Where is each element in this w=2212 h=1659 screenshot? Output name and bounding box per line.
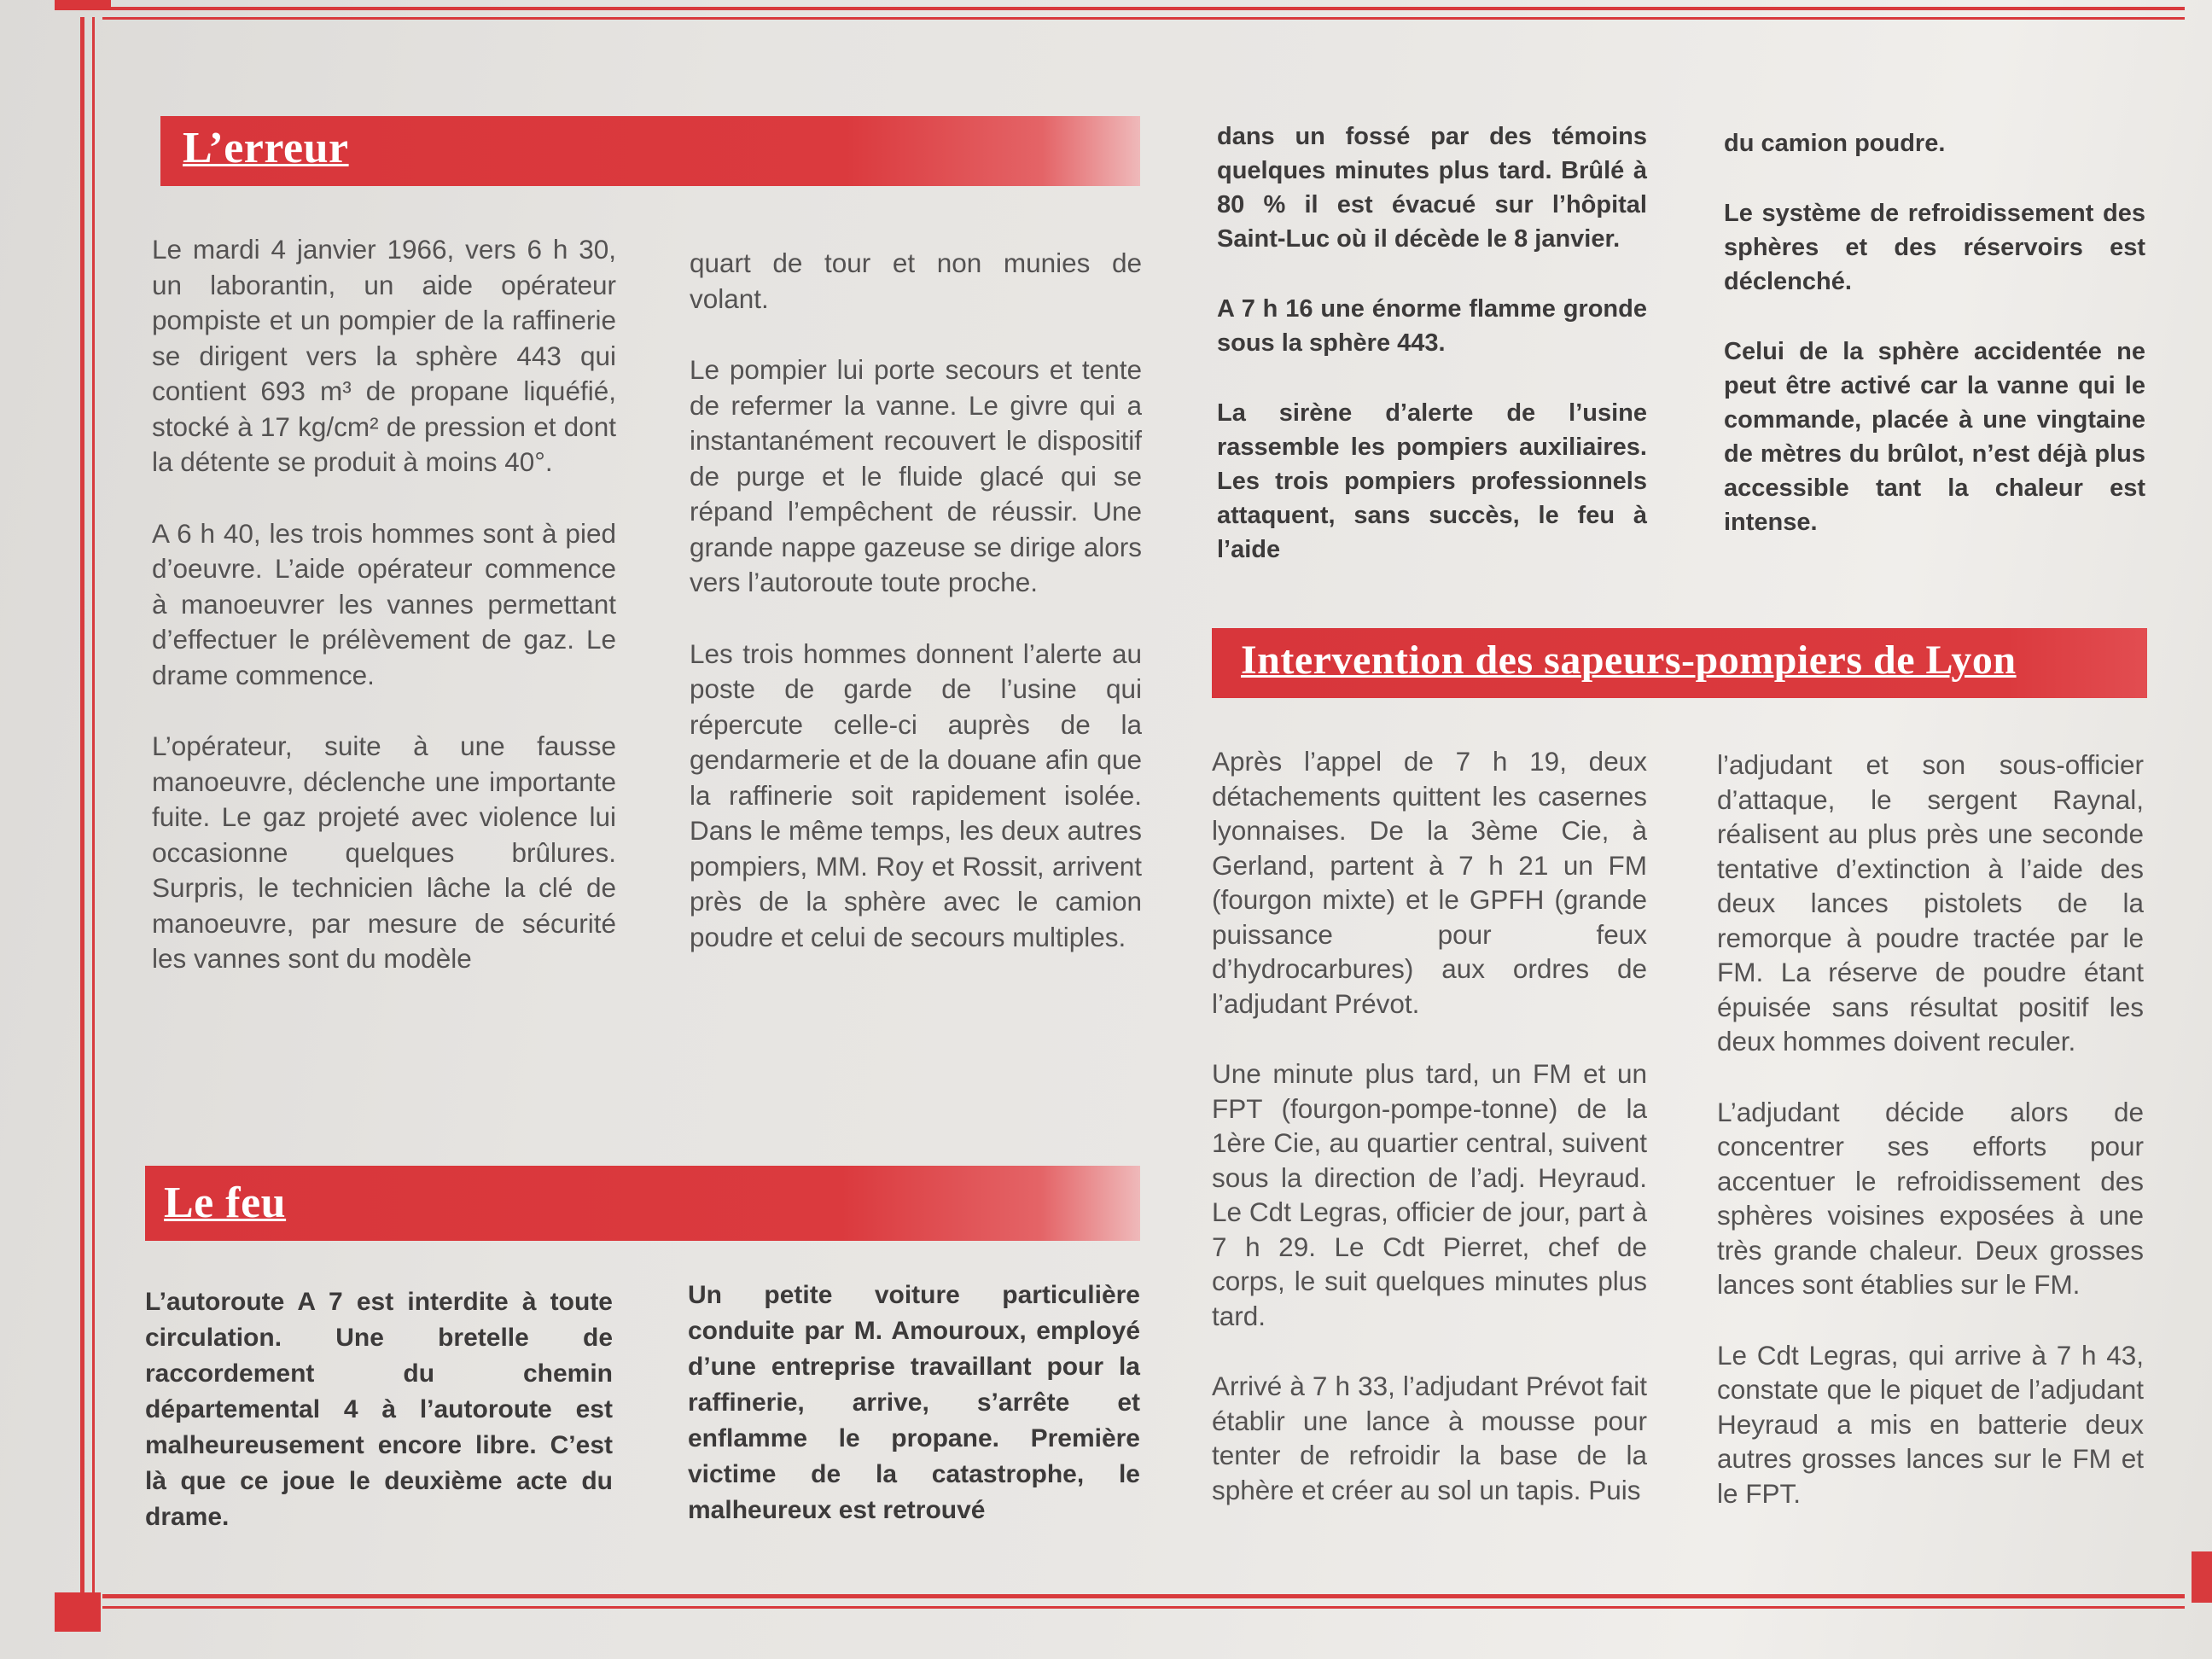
paragraph: dans un fossé par des témoins quelques minutes plus tard. Brûlé à 80 % il est évacué sur l’hôpital Saint-Luc où il décède le 8 janvier.: [1217, 123, 1647, 253]
paragraph: l’adjudant et son sous-officier d’attaque, le sergent Raynal, réalisent au plus près une seconde tentative d’extinction à l’aide des deux lances pistolets de la remorque à poudre tractée par le FM. La réserve de poudre étant épuisée sans résultat positif les deux hommes doivent reculer.: [1717, 749, 2144, 1057]
paragraph: La sirène d’alerte de l’usine rassemble les pompiers auxiliaires. Les trois pompiers professionnels attaquent, sans succès, le feu à l’aide: [1217, 399, 1647, 563]
bottom-rule-inner: [102, 1606, 2185, 1609]
paragraph: A 7 h 16 une énorme flamme gronde sous la sphère 443.: [1217, 295, 1647, 357]
section-banner-intervention: [1212, 628, 2147, 698]
section-title-intervention: Intervention des sapeurs-pompiers de Lyon: [1241, 637, 2017, 683]
erreur-column-1: [152, 232, 616, 1013]
paragraph: A 6 h 40, les trois hommes sont à pied d’oeuvre. L’aide opérateur commence à manoeuvrer les vannes permettant d’effectuer le prélèvement de gaz. Le drame commence.: [152, 517, 616, 690]
paragraph: L’adjudant décide alors de concentrer ses efforts pour accentuer le refroidissement des sphères voisines exposées à une très grande chaleur. Deux grosses lances sont établies sur le FM.: [1717, 1096, 2144, 1300]
erreur-column-2: [690, 246, 1142, 991]
page-edge-tab: [2192, 1551, 2212, 1603]
top-rule-inner: [102, 17, 2185, 20]
left-rule-inner: [92, 17, 95, 1600]
paragraph: Arrivé à 7 h 33, l’adjudant Prévot fait établir une lance à mousse pour tenter de refroidir la base de la sphère et créer au sol un tapis. Puis: [1212, 1371, 1647, 1505]
intervention-column-4: [1717, 748, 2144, 1546]
feu-column-1: [145, 1284, 613, 1571]
section-title-erreur: L’erreur: [183, 124, 349, 172]
paragraph: Les trois hommes donnent l’alerte au poste de garde de l’usine qui répercute celle-ci auprès de la gendarmerie et de la douane afin que la raffinerie soit rapidement isolée. Dans le même temps, les deux autres pompiers, MM. Roy et Rossit, arrivent près de la sphère avec le camion poudre et celui de secours multiples.: [690, 637, 1142, 952]
right-top-column-3: [1217, 119, 1647, 602]
paragraph: L’opérateur, suite à une fausse manoeuvre, déclenche une importante fuite. Le gaz projeté avec violence lui occasionne quelques brûlures. Surpris, le technicien lâche la clé de manoeuvre, par mesure de sécurité les vannes sont du modèle: [152, 731, 616, 974]
top-left-corner-mark: [55, 0, 111, 10]
paragraph: Le pompier lui porte secours et tente de refermer la vanne. Le givre qui a instantanément recouvert le dispositif de purge et le fluide glacé qui se répand l’empêchent de réussir. Une grande nappe gazeuse se dirige alors vers l’autoroute toute proche.: [690, 354, 1142, 597]
bottom-left-corner-mark: [55, 1592, 101, 1632]
paragraph: Après l’appel de 7 h 19, deux détachements quittent les casernes lyonnaises. De la 3ème Cie, à Gerland, partent à 7 h 21 un FM (fourgon mixte) et le GPFH (grande puissance pour feux d’hydrocarbures) aux ordres de l’adjudant Prévot.: [1212, 746, 1647, 1019]
paragraph: L’autoroute A 7 est interdite à toute circulation. Une bretelle de raccordement du chemin départemental 4 à l’autoroute est malheureusement encore libre. C’est là que ce joue le deuxième acte du drame.: [145, 1288, 613, 1531]
section-banner-feu: [145, 1166, 1140, 1241]
left-rule: [80, 17, 84, 1600]
paragraph: du camion poudre.: [1724, 130, 1946, 157]
paragraph: Le mardi 4 janvier 1966, vers 6 h 30, un laborantin, un aide opérateur pompiste et un pompier de la raffinerie se dirigent vers la sphère 443 qui contient 693 m³ de propane liquéfié, stocké à 17 kg/cm² de pression et dont la détente se produit à moins 40°.: [152, 234, 616, 477]
feu-column-2: [688, 1278, 1140, 1564]
right-top-column-4: [1724, 126, 2145, 575]
paragraph: Le système de refroidissement des sphères et des réservoirs est déclenché.: [1724, 200, 2145, 295]
bottom-rule: [102, 1594, 2185, 1598]
paragraph: quart de tour et non munies de volant.: [690, 247, 1142, 314]
section-title-feu: Le feu: [164, 1179, 287, 1227]
section-banner-erreur: [160, 116, 1140, 186]
top-rule: [102, 7, 2185, 10]
intervention-column-3: [1212, 744, 1647, 1543]
paragraph: Une minute plus tard, un FM et un FPT (fourgon-pompe-tonne) de la 1ère Cie, au quartier central, suivent sous la direction de l’adj. Heyraud. Le Cdt Legras, officier de jour, part à 7 h 29. Le Cdt Pierret, chef de corps, le suit quelques minutes plus tard.: [1212, 1058, 1647, 1331]
paragraph: Le Cdt Legras, qui arrive à 7 h 43, constate que le piquet de l’adjudant Heyraud a mis en batterie deux autres grosses lances sur le FM et le FPT.: [1717, 1339, 2144, 1509]
paragraph: Celui de la sphère accidentée ne peut être activé car la vanne qui le commande, placée à une vingtaine de mètres du brûlot, n’est déjà plus accessible tant la chaleur est intense.: [1724, 338, 2145, 536]
paragraph: Un petite voiture particulière conduite par M. Amouroux, employé d’une entreprise travaillant pour la raffinerie, arrive, s’arrête et enflamme le propane. Première victime de la catastrophe, le malheureux est retrouvé: [688, 1281, 1140, 1524]
